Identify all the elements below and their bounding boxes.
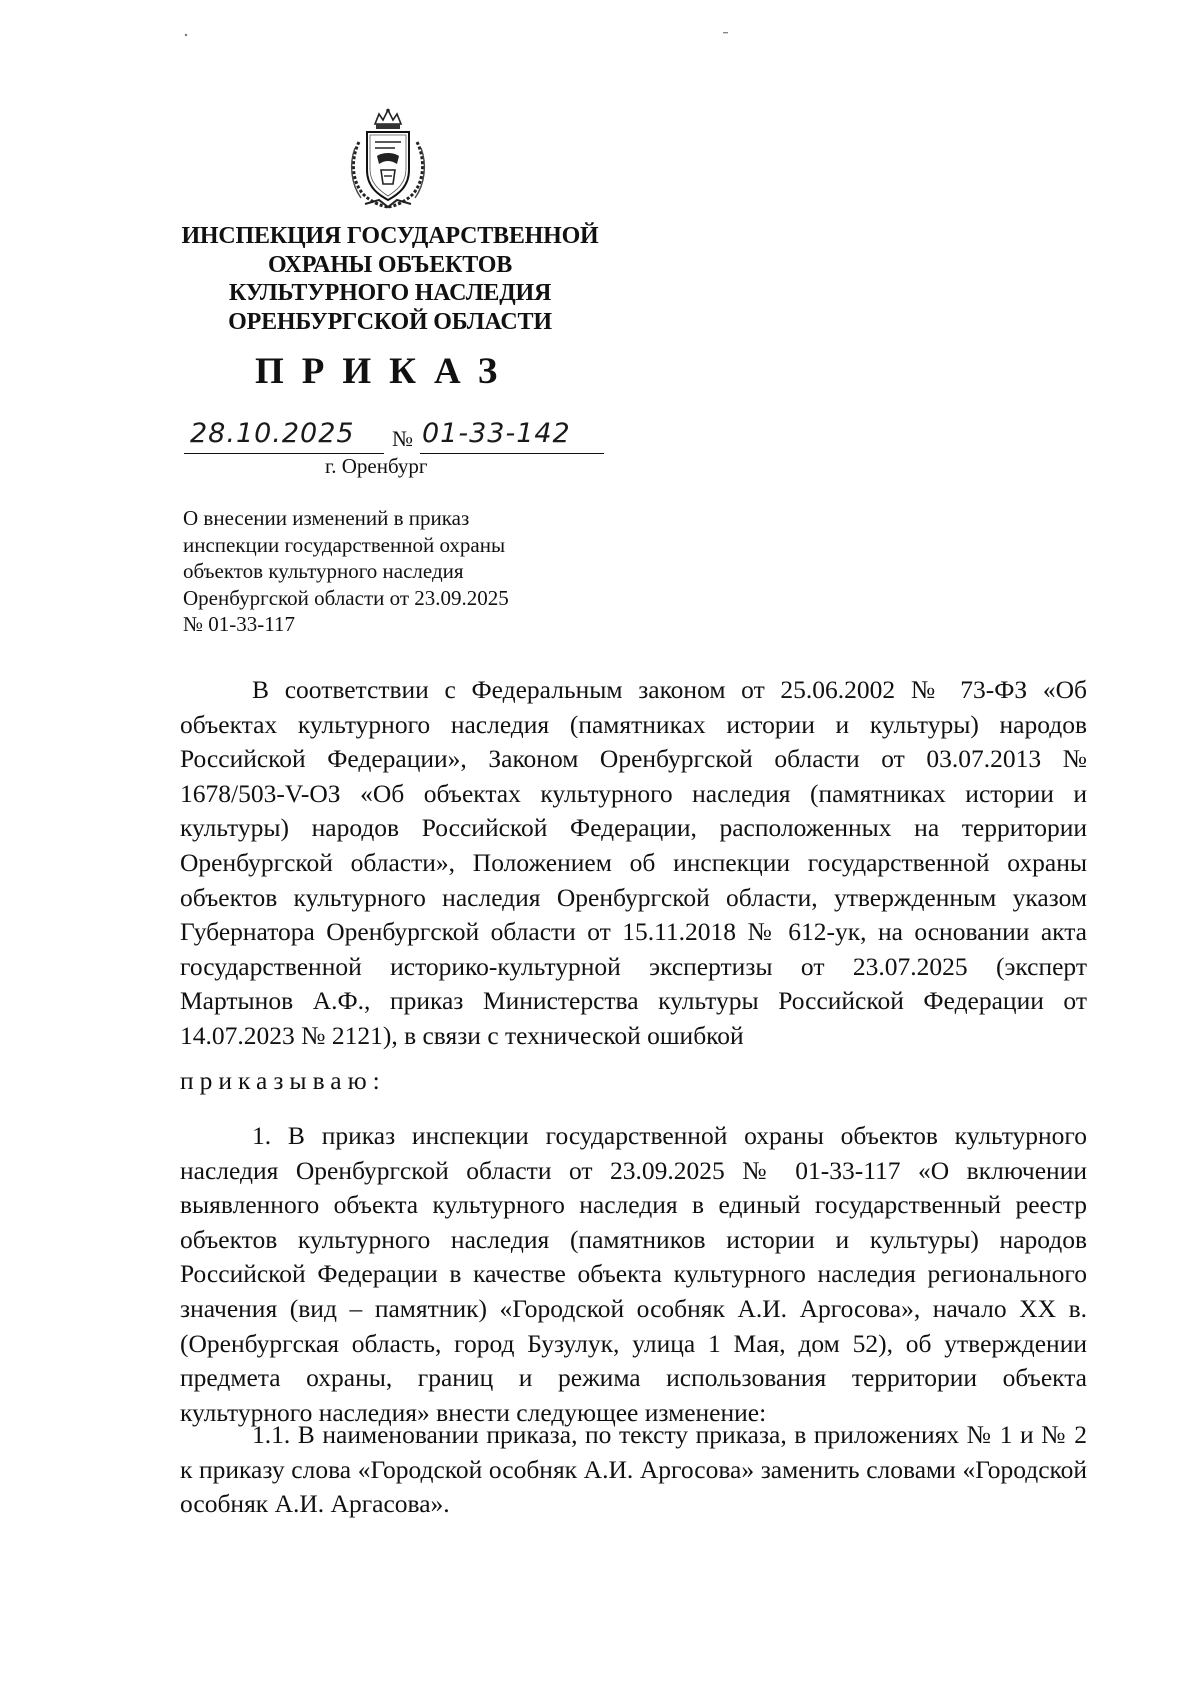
preamble-paragraph	[180, 673, 1087, 1054]
number-sign: №	[392, 426, 413, 451]
item-1-paragraph	[180, 1119, 1087, 1430]
subject-line: инспекции государственной охраны	[183, 532, 506, 557]
issuing-authority	[170, 222, 610, 336]
subject-line: объектов культурного наследия	[183, 559, 464, 583]
handwritten-number: 01-33-142	[422, 418, 571, 449]
city-line: г. Оренбург	[325, 454, 428, 478]
scan-specks	[0, 0, 1200, 60]
document-type-title: ПРИКАЗ	[255, 351, 516, 392]
authority-line: ОРЕНБУРГСКОЙ ОБЛАСТИ	[228, 308, 552, 335]
item-1-1-text: 1.1. В наименовании приказа, по тексту приказа, в приложениях № 1 и № 2 к приказу слова «Городской особняк А.И. Аргосова» заменить словами «Городской особняк А.И. Аргасова».	[180, 1420, 1087, 1519]
coat-of-arms-icon	[345, 108, 431, 210]
preamble-text: В соответствии с Федеральным законом от 25.06.2002 № 73-ФЗ «Об объектах культурного наследия (памятниках истории и культуры) народов Российской Федерации», Законом Оренбургской области от 03.07.2013 № 1678/503-V-ОЗ «Об объектах культурного наследия (памятниках истории и культуры) народов Российской Федерации, расположенных на территории Оренбургской области», Положением об инспекции государственной охраны объектов культурного наследия Оренбургской области, утвержденным указом Губернатора Оренбургской области от 15.11.2018 № 612-ук, на основании акта государственной историко-культурной экспертизы от 23.07.2025 (эксперт Мартынов А.Ф., приказ Министерства культуры Российской Федерации от 14.07.2023 № 2121), в связи с технической ошибкой	[180, 675, 1087, 1050]
subject-line: О внесении изменений в приказ	[183, 506, 470, 530]
subject-block	[183, 505, 603, 638]
handwritten-date: 28.10.2025	[190, 418, 355, 449]
authority-line: ОХРАНЫ ОБЪЕКТОВ	[267, 251, 513, 278]
item-1-1-paragraph	[180, 1418, 1087, 1522]
decree-word: приказываю:	[180, 1066, 386, 1095]
subject-line: Оренбургской области от 23.09.2025	[183, 585, 509, 610]
date-number-row	[184, 416, 604, 456]
authority-line: КУЛЬТУРНОГО НАСЛЕДИЯ	[228, 280, 552, 306]
number-underline	[420, 453, 604, 454]
subject-line: № 01-33-117	[183, 612, 295, 636]
item-1-text: 1. В приказ инспекции государственной охраны объектов культурного наследия Оренбургской области от 23.09.2025 № 01-33-117 «О включении выявленного объекта культурного наследия в единый государственный реестр объектов культурного наследия (памятников истории и культуры) народов Российской Федерации в качестве объекта культурного наследия регионального значения (вид – памятник) «Городской особняк А.И. Аргосова», начало XX в. (Оренбургская область, город Бузулук, улица 1 Мая, дом 52), об утверждении предмета охраны, границ и режима использования территории объекта культурного наследия» внести следующее изменение:	[180, 1121, 1087, 1427]
authority-line: ИНСПЕКЦИЯ ГОСУДАРСТВЕННОЙ	[181, 223, 599, 249]
